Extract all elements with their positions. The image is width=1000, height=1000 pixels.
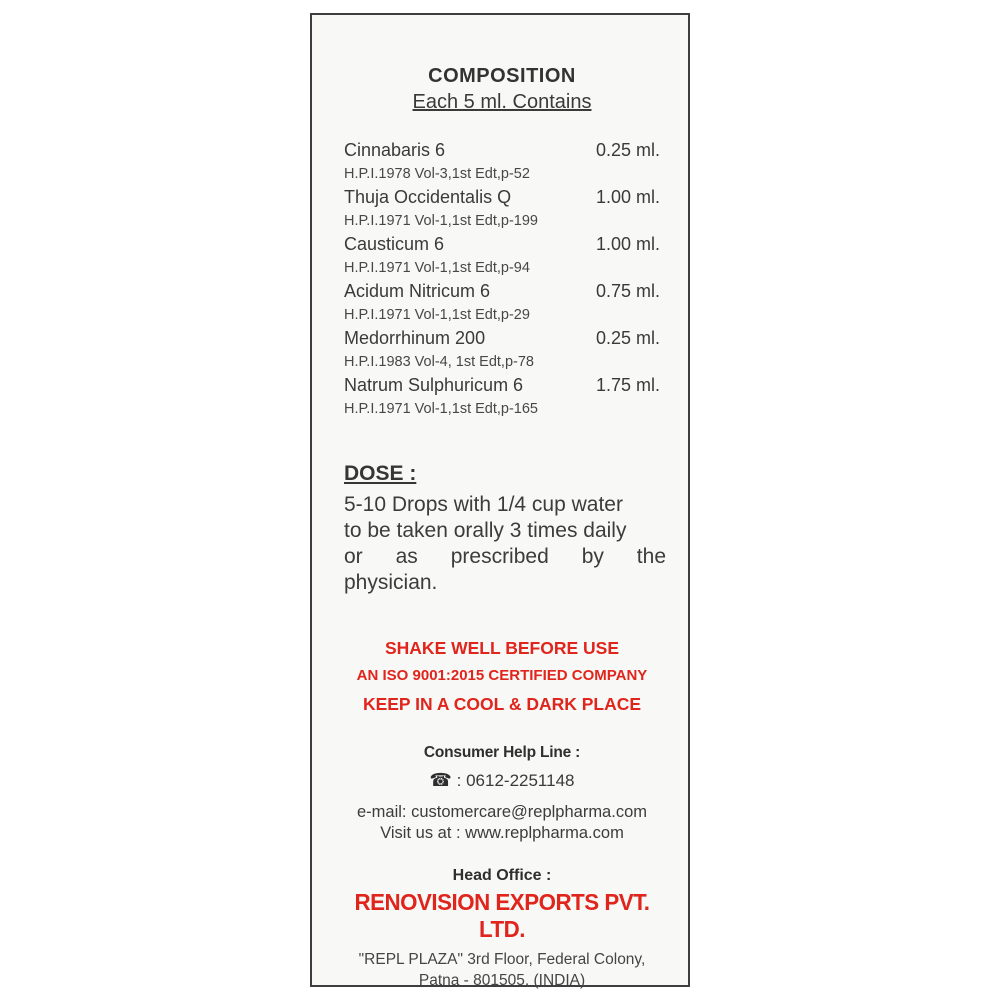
ingredient-name: Natrum Sulphuricum 6 [344,375,524,395]
ingredient-row [344,279,660,326]
ingredient-reference: H.P.I.1971 Vol-1,1st Edt,p-94 [344,260,530,276]
consumer-helpline-section [344,744,660,843]
telephone-icon: ☎ [429,770,452,791]
website-url: www.replpharma.com [465,824,624,842]
ingredient-reference: H.P.I.1971 Vol-1,1st Edt,p-165 [344,401,539,417]
website-label: Visit us at : [380,824,466,842]
ingredient-row [344,326,660,373]
dose-section [344,462,666,596]
head-office-section [344,867,660,991]
helpline-website [344,824,660,843]
ingredient-name: Causticum 6 [344,234,445,254]
helpline-email [344,803,660,822]
email-label: e-mail: [356,803,412,821]
company-address-line1: "REPL PLAZA" 3rd Floor, Federal Colony, [358,951,646,968]
company-name: RENOVISION EXPORTS PVT. LTD. [354,889,650,942]
dose-line: or as prescribed by the [344,545,666,568]
ingredient-reference: H.P.I.1978 Vol-3,1st Edt,p-52 [344,166,530,182]
head-office-heading: Head Office : [452,867,552,884]
dose-line: 5-10 Drops with 1/4 cup water [344,493,623,516]
shake-well-warning: SHAKE WELL BEFORE USE [384,638,619,658]
ingredient-amount: 1.75 ml. [595,375,660,395]
helpline-heading: Consumer Help Line : [423,744,581,761]
ingredient-reference: H.P.I.1971 Vol-1,1st Edt,p-199 [344,213,539,229]
company-address-line2: Patna - 801505, (INDIA) [418,972,586,989]
ingredient-amount: 0.75 ml. [595,281,660,301]
storage-warning: KEEP IN A COOL & DARK PLACE [362,694,642,714]
ingredient-amount: 0.25 ml. [595,140,660,160]
composition-subtitle: Each 5 ml. Contains [412,91,592,113]
phone-number: 0612-2251148 [466,771,575,790]
dose-instructions [344,492,666,596]
warnings-section [344,634,660,718]
ingredient-reference: H.P.I.1983 Vol-4, 1st Edt,p-78 [344,354,534,370]
composition-title: COMPOSITION [428,65,576,87]
ingredient-amount: 0.25 ml. [595,328,660,348]
ingredient-name: Acidum Nitricum 6 [344,281,491,301]
ingredient-name: Medorrhinum 200 [344,328,486,348]
phone-separator: : [451,771,467,790]
ingredient-name: Thuja Occidentalis Q [344,187,512,207]
ingredient-name: Cinnabaris 6 [344,140,446,160]
ingredient-row [344,232,660,279]
email-address: customercare@replpharma.com [411,803,647,821]
iso-certification-line: AN ISO 9001:2015 CERTIFIED COMPANY [356,667,648,684]
ingredient-row [344,138,660,185]
ingredient-list [344,138,660,420]
dose-line: physician. [344,571,438,594]
dose-heading: DOSE : [344,462,417,485]
ingredient-amount: 1.00 ml. [595,187,660,207]
ingredient-amount: 1.00 ml. [595,234,660,254]
dose-line: to be taken orally 3 times daily [344,519,627,542]
ingredient-row [344,185,660,232]
medicine-back-label [310,13,690,987]
ingredient-row [344,373,660,420]
ingredient-reference: H.P.I.1971 Vol-1,1st Edt,p-29 [344,307,530,323]
helpline-phone [344,770,660,791]
